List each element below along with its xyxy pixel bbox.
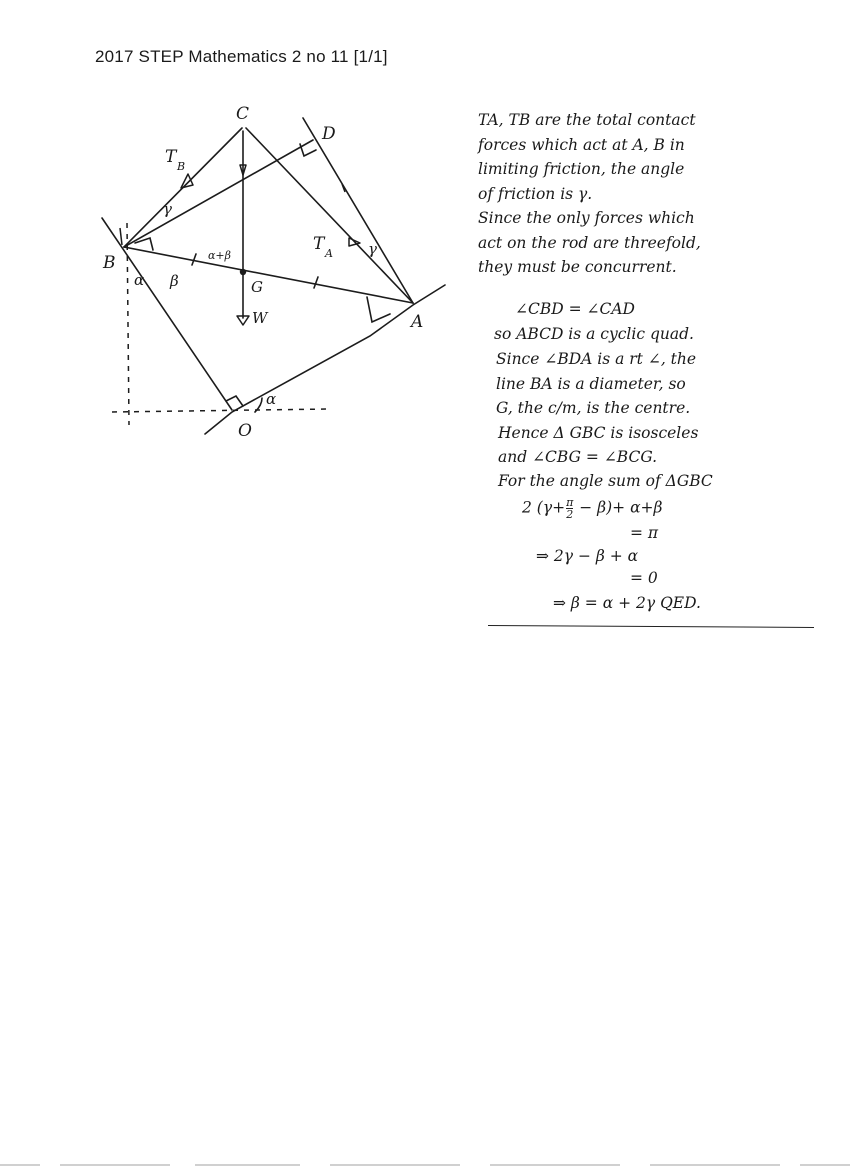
dash-on-wall	[120, 228, 122, 245]
label-A: A	[411, 312, 424, 332]
arrow-TB	[181, 174, 193, 188]
frac-den: 2	[566, 508, 574, 521]
label-TB: T	[165, 147, 177, 167]
note-line: of friction is γ.	[478, 184, 593, 203]
label-alpha-B: α	[134, 271, 145, 289]
dashed-vertical	[127, 223, 129, 425]
proof-line: G, the c/m, is the centre.	[496, 399, 691, 417]
note-line: forces which act at A, B in	[478, 135, 685, 154]
pi-over-two	[566, 497, 573, 520]
proof-line: line BA is a diameter, so	[496, 375, 686, 393]
proof-line: so ABCD is a cyclic quad.	[494, 325, 694, 343]
label-beta: β	[170, 272, 179, 290]
label-TB-sub: B	[177, 160, 186, 173]
dashed-horizontal	[112, 409, 330, 412]
surface-right	[205, 285, 445, 434]
label-B: B	[103, 253, 116, 273]
page-header: 2017 STEP Mathematics 2 no 11 [1/1]	[95, 47, 388, 66]
label-TA: T	[313, 234, 325, 254]
label-W: W	[252, 309, 268, 327]
proof-line: ∠CBD = ∠CAD	[515, 300, 635, 318]
note-line: they must be concurrent.	[478, 258, 677, 276]
point-G	[240, 269, 246, 275]
scan-edge	[0, 1162, 850, 1168]
label-O: O	[238, 421, 252, 441]
line-AC	[246, 128, 413, 303]
proof-line: ⇒ 2γ − β + α	[536, 547, 639, 565]
proof-line-angle-sum	[522, 497, 663, 520]
label-TA-sub: A	[325, 247, 333, 260]
angle-sum-part: − β)+ α+β	[574, 498, 663, 517]
note-line: TA, TB are the total contact	[478, 111, 696, 129]
note-line: limiting friction, the angle	[478, 160, 685, 178]
note-line: act on the rod are threefold,	[478, 233, 701, 252]
label-alpha-O: α	[266, 390, 277, 408]
line-BD	[124, 140, 313, 247]
label-G: G	[251, 278, 263, 296]
proof-line: = π	[630, 524, 659, 542]
proof-conclusion: ⇒ β = α + 2γ QED.	[553, 594, 701, 612]
proof-line: For the angle sum of ΔGBC	[498, 472, 713, 490]
label-gamma-A: γ	[368, 240, 377, 258]
frac-num: π	[566, 496, 574, 509]
right-angle-A	[367, 297, 390, 322]
note-line: Since the only forces which	[478, 209, 695, 227]
angle-sum-part: 2 (γ+	[522, 498, 566, 517]
label-alpha-plus-beta: α+β	[208, 249, 232, 262]
proof-line: and ∠CBG = ∠BCG.	[498, 448, 658, 466]
line-AD	[303, 118, 413, 303]
proof-line: Since ∠BDA is a rt ∠, the	[496, 350, 697, 368]
tick-GA	[314, 277, 318, 288]
proof-line: = 0	[630, 569, 658, 587]
intro-notes	[478, 108, 828, 280]
label-D: D	[322, 124, 336, 144]
wall-left	[102, 218, 232, 410]
label-gamma-B: γ	[163, 200, 172, 218]
proof-line: Hence Δ GBC is isosceles	[498, 424, 699, 442]
label-C: C	[236, 104, 250, 124]
